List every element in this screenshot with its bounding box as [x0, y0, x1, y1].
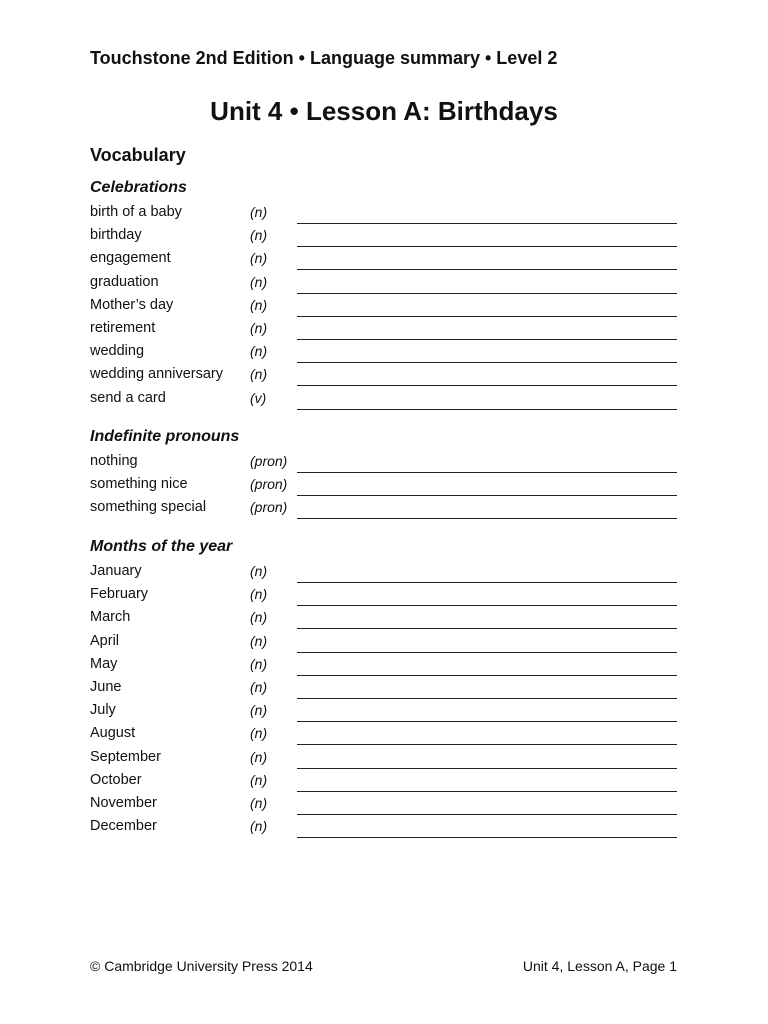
vocab-term: April — [90, 632, 120, 649]
writing-line — [297, 316, 677, 317]
vocab-term: May — [90, 655, 118, 672]
group-title: Months of the year — [90, 538, 233, 555]
writing-line — [297, 293, 677, 294]
vocab-term: February — [90, 586, 149, 603]
writing-line — [297, 409, 677, 410]
vocab-row — [90, 723, 690, 746]
vocab-term: Mother’s day — [90, 296, 174, 313]
part-of-speech: (n) — [250, 702, 268, 719]
part-of-speech: (pron) — [250, 476, 288, 493]
vocab-term: June — [90, 678, 122, 695]
writing-line — [297, 472, 677, 473]
part-of-speech: (n) — [250, 818, 268, 835]
writing-line — [297, 814, 677, 815]
vocab-term: March — [90, 609, 131, 626]
group-indefinite-pronouns — [90, 427, 690, 521]
group-months-of-the-year — [90, 537, 690, 839]
vocab-row — [90, 295, 690, 318]
vocab-term: November — [90, 794, 157, 811]
part-of-speech: (n) — [250, 748, 268, 765]
writing-line — [297, 652, 677, 653]
vocab-row — [90, 388, 690, 411]
part-of-speech: (v) — [250, 389, 267, 406]
part-of-speech: (n) — [250, 343, 268, 360]
group-title: Indefinite pronouns — [90, 428, 240, 445]
writing-line — [297, 269, 677, 270]
vocab-row — [90, 561, 690, 584]
vocab-term: nothing — [90, 453, 138, 469]
vocab-row — [90, 654, 690, 677]
part-of-speech: (n) — [250, 319, 268, 336]
section-heading-vocabulary: Vocabulary — [90, 145, 186, 165]
part-of-speech: (n) — [250, 725, 268, 742]
writing-line — [297, 837, 677, 838]
writing-line — [297, 582, 677, 583]
vocab-row — [90, 631, 690, 654]
vocab-term: send a card — [90, 389, 166, 406]
writing-line — [297, 246, 677, 247]
part-of-speech: (n) — [250, 632, 268, 649]
writing-line — [297, 744, 677, 745]
vocab-row — [90, 700, 690, 723]
writing-line — [297, 495, 677, 496]
part-of-speech: (pron) — [250, 499, 288, 516]
writing-line — [297, 791, 677, 792]
vocab-row — [90, 770, 690, 793]
writing-line — [297, 698, 677, 699]
vocab-row — [90, 225, 690, 248]
vocab-term: retirement — [90, 319, 156, 336]
part-of-speech: (n) — [250, 227, 268, 244]
vocab-row — [90, 497, 690, 520]
vocab-row — [90, 318, 690, 341]
vocab-term: September — [90, 748, 161, 765]
vocab-term: graduation — [90, 273, 159, 290]
vocab-row — [90, 451, 690, 474]
vocab-term: July — [90, 702, 116, 719]
part-of-speech: (pron) — [250, 453, 288, 469]
part-of-speech: (n) — [250, 609, 268, 626]
vocab-row — [90, 364, 690, 387]
writing-line — [297, 628, 677, 629]
vocab-term: something nice — [90, 476, 188, 493]
vocab-term: engagement — [90, 250, 171, 267]
part-of-speech: (n) — [250, 586, 268, 603]
vocab-row — [90, 816, 690, 839]
vocab-row — [90, 607, 690, 630]
vocab-term: August — [90, 725, 136, 742]
vocab-row — [90, 584, 690, 607]
group-title: Celebrations — [90, 179, 187, 196]
part-of-speech: (n) — [250, 563, 268, 579]
writing-line — [297, 768, 677, 769]
vocab-term: wedding — [90, 343, 145, 360]
vocab-term: wedding anniversary — [90, 366, 223, 383]
series-header: Touchstone 2nd Edition • Language summary • Level 2 — [90, 48, 558, 68]
writing-line — [297, 223, 677, 224]
vocab-term: something special — [90, 499, 207, 516]
vocab-term: October — [90, 771, 142, 788]
vocab-row — [90, 474, 690, 497]
part-of-speech: (n) — [250, 250, 268, 267]
writing-line — [297, 339, 677, 340]
vocab-row — [90, 341, 690, 364]
part-of-speech: (n) — [250, 794, 268, 811]
vocab-term: January — [90, 563, 142, 579]
vocab-row — [90, 677, 690, 700]
vocab-row — [90, 272, 690, 295]
part-of-speech: (n) — [250, 273, 268, 290]
group-celebrations — [90, 178, 690, 411]
footer-copyright: © Cambridge University Press 2014 — [90, 958, 313, 974]
page-title: Unit 4 • Lesson A: Birthdays — [210, 96, 558, 126]
vocab-row — [90, 202, 690, 225]
part-of-speech: (n) — [250, 678, 268, 695]
vocab-term: birthday — [90, 227, 142, 244]
vocab-term: birth of a baby — [90, 204, 182, 220]
part-of-speech: (n) — [250, 366, 268, 383]
writing-line — [297, 518, 677, 519]
part-of-speech: (n) — [250, 655, 268, 672]
vocab-row — [90, 248, 690, 271]
writing-line — [297, 362, 677, 363]
part-of-speech: (n) — [250, 296, 268, 313]
vocab-row — [90, 747, 690, 770]
vocab-term: December — [90, 818, 157, 835]
part-of-speech: (n) — [250, 771, 268, 788]
footer-page-reference: Unit 4, Lesson A, Page 1 — [522, 958, 677, 974]
writing-line — [297, 675, 677, 676]
writing-line — [297, 605, 677, 606]
part-of-speech: (n) — [250, 204, 268, 220]
writing-line — [297, 385, 677, 386]
vocab-row — [90, 793, 690, 816]
writing-line — [297, 721, 677, 722]
